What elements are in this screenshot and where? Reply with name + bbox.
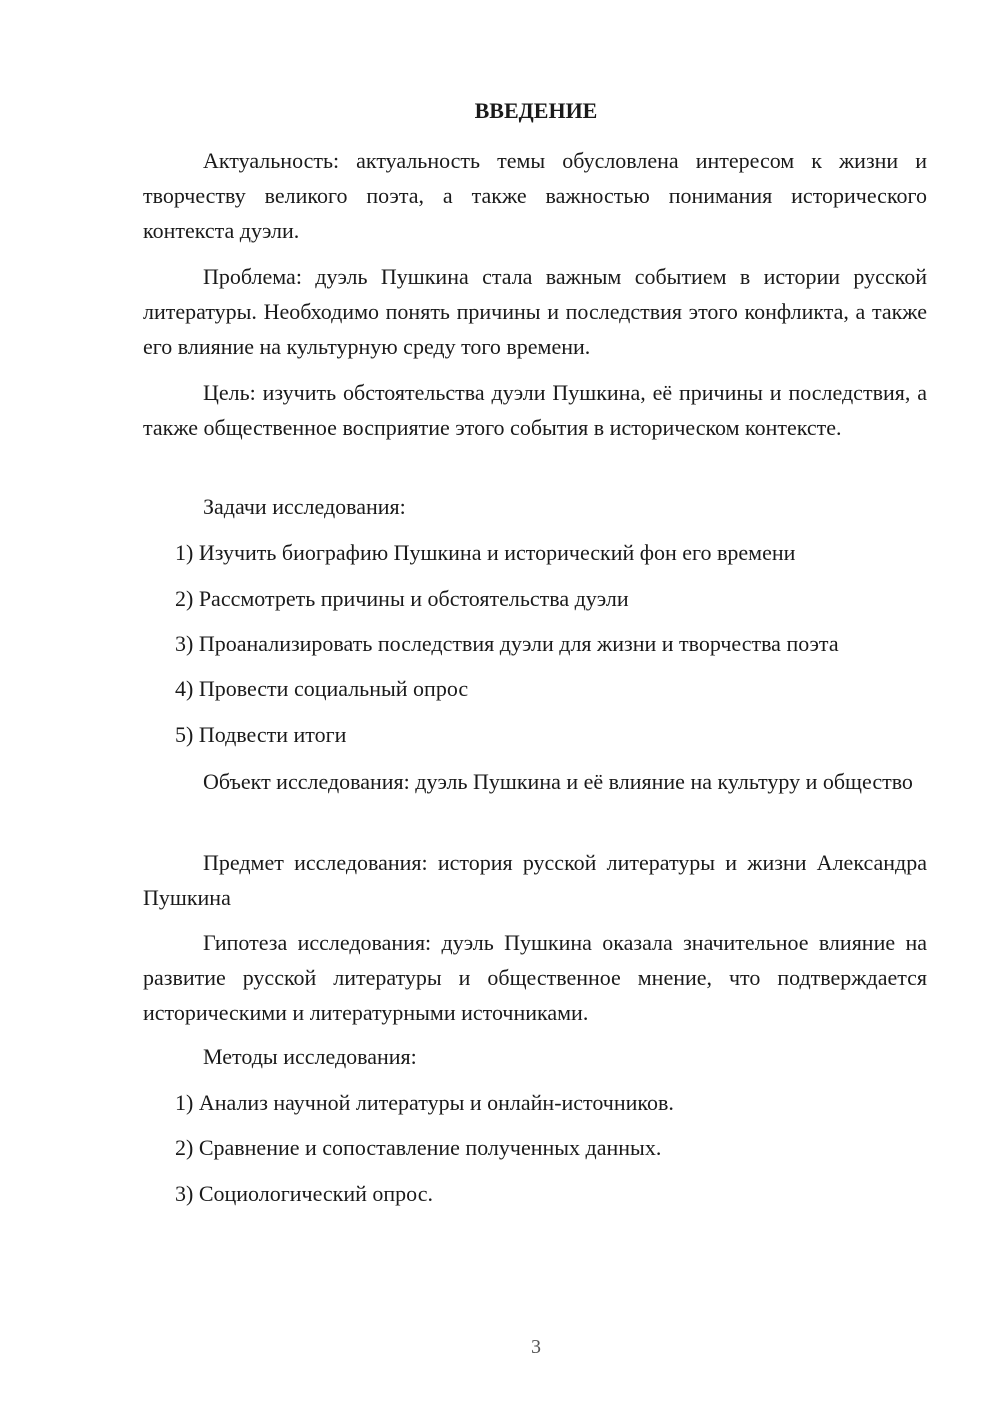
task-item: 2) Рассмотреть причины и обстоятельства дуэли: [175, 586, 629, 611]
task-item: 5) Подвести итоги: [175, 722, 347, 747]
method-item: 2) Сравнение и сопоставление полученных данных.: [175, 1135, 662, 1160]
tasks-heading: Задачи исследования:: [203, 494, 406, 519]
method-item: 1) Анализ научной литературы и онлайн-источников.: [175, 1090, 674, 1115]
section-title: ВВЕДЕНИЕ: [474, 98, 598, 123]
task-item: 4) Провести социальный опрос: [175, 676, 469, 701]
page-number: 3: [531, 1336, 541, 1358]
relevance-paragraph: Актуальность: актуальность темы обусловлена интересом к жизни и творчеству великого поэта, а также важностью понимания исторического контекста дуэли.: [143, 148, 927, 243]
hypothesis-paragraph: Гипотеза исследования: дуэль Пушкина оказала значительное влияние на развитие русской литературы и общественное мнение, что подтверждается историческими и литературными источниками.: [143, 930, 927, 1025]
methods-heading: Методы исследования:: [203, 1044, 417, 1069]
method-item: 3) Социологический опрос.: [175, 1181, 433, 1206]
task-item: 3) Проанализировать последствия дуэли для жизни и творчества поэта: [175, 631, 839, 656]
goal-paragraph: Цель: изучить обстоятельства дуэли Пушкина, её причины и последствия, а также общественное восприятие этого события в историческом контексте.: [143, 380, 927, 440]
object-paragraph: Объект исследования: дуэль Пушкина и её влияние на культуру и общество: [203, 769, 913, 794]
problem-paragraph: Проблема: дуэль Пушкина стала важным событием в истории русской литературы. Необходимо понять причины и последствия этого конфликта, а также его влияние на культурную среду того времени.: [143, 264, 927, 359]
task-item: 1) Изучить биографию Пушкина и исторический фон его времени: [175, 540, 796, 565]
subject-paragraph: Предмет исследования: история русской литературы и жизни Александра Пушкина: [143, 850, 927, 910]
